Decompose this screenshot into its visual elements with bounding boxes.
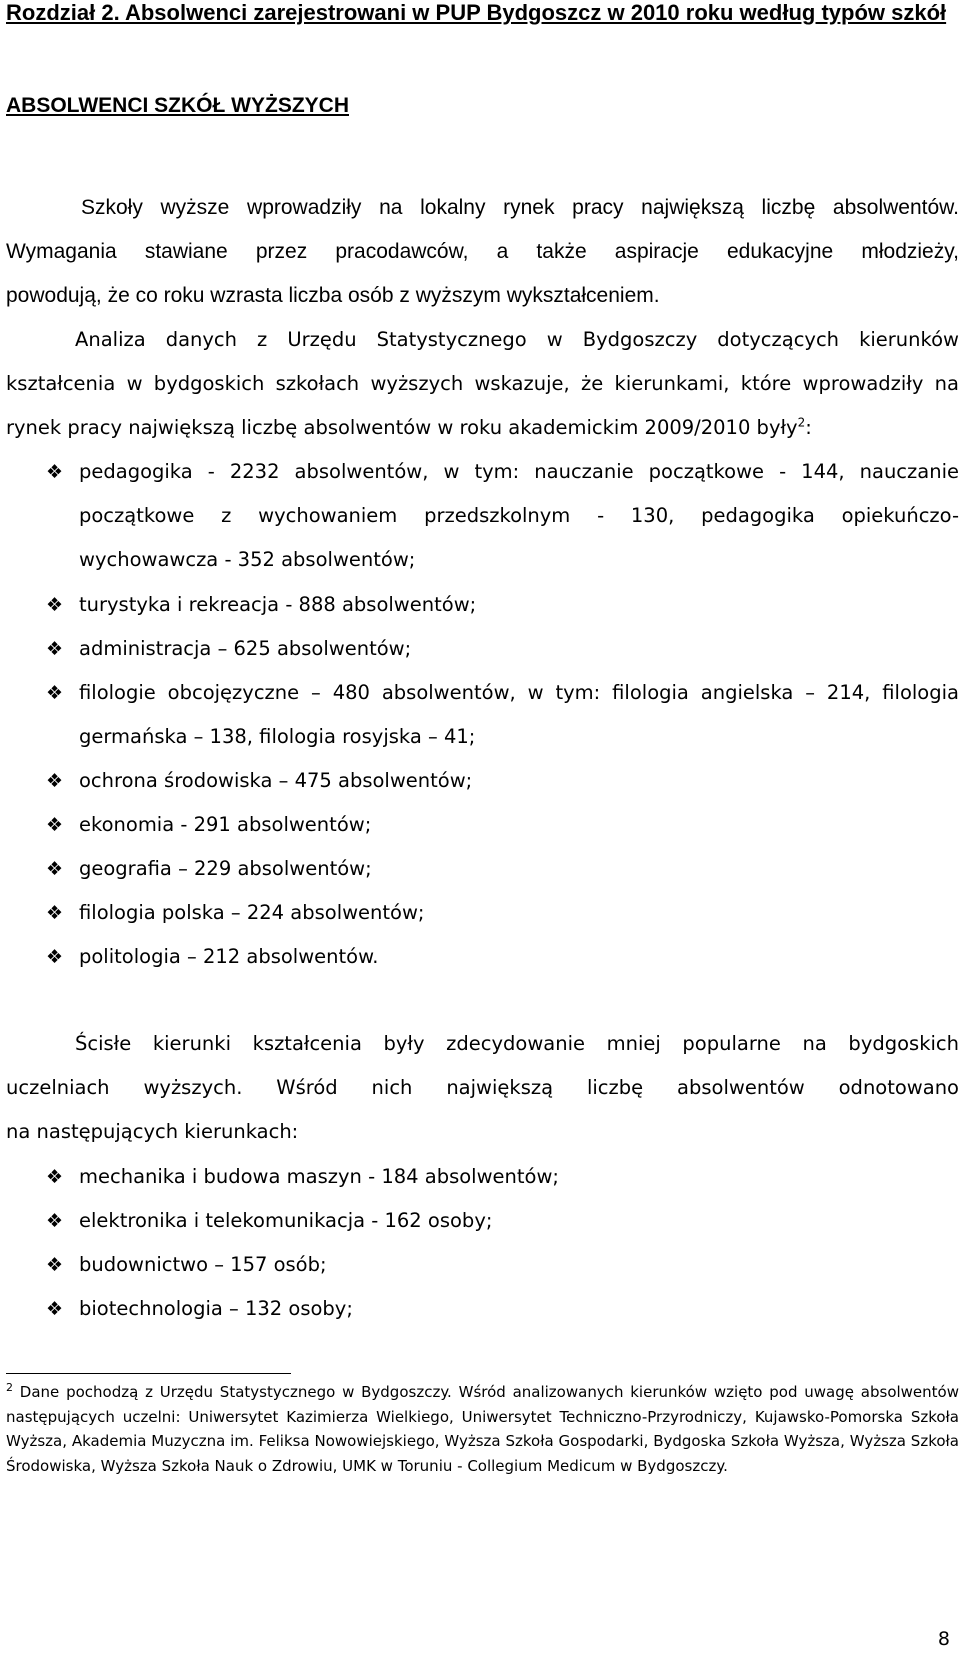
list-item-line: wychowawcza - 352 absolwentów; [79,548,416,571]
sciences-line-1: Ścisłe kierunki kształcenia były zdecydowanie mniej popularne na bydgoskich [75,1032,959,1055]
bullet-icon: ❖ [46,461,64,483]
list-item-line: pedagogika - 2232 absolwentów, w tym: nauczanie początkowe - 144, nauczanie [79,460,959,483]
bullet-icon: ❖ [46,946,64,968]
analysis-line-3-text: rynek pracy największą liczbę absolwentów w roku akademickim 2009/2010 były [6,416,798,439]
list-item-budownictwo: budownictwo – 157 osób; [79,1253,327,1276]
list-item-line: ekonomia - 291 absolwentów; [79,813,372,836]
analysis-paragraph [6,328,959,458]
list-item-line: administracja – 625 absolwentów; [79,637,412,660]
list-item-elektronika: elektronika i telekomunikacja - 162 osoby; [79,1209,493,1232]
list-item-line: początkowe z wychowaniem przedszkolnym - 130, pedagogika opiekuńczo- [79,504,959,527]
bullet-icon: ❖ [46,682,64,704]
footnote-text: Dane pochodzą z Urzędu Statystycznego w Bydgoszczy. Wśród analizowanych kierunków wzięto pod uwagę absolwentów następujących uczelni: Uniwersytet Kazimierza Wielkiego, Uniwersytet Techniczno-Przyrodniczy, Kujawsko-Pomorska Szkoła Wyższa, Akademia Muzyczna im. Feliksa Nowowiejskiego, Wyższa Szkoła Gospodarki, Bydgoska Szkoła Wyższa, Wyższa Szkoła Środowiska, Wyższa Szkoła Nauk o Zdrowiu, UMK w Toruniu - Collegium Medicum w Bydgoszczy. [6,1383,959,1475]
list-item-pedagogika [79,460,959,590]
sciences-line-2: uczelniach wyższych. Wśród nich największą liczbę absolwentów odnotowano [6,1076,959,1099]
list-item-line: filologie obcojęzyczne – 480 absolwentów, w tym: filologia angielska – 214, filologia [79,681,959,704]
list-item-line: filologia polska – 224 absolwentów; [79,901,425,924]
list-item-line: geografia – 229 absolwentów; [79,857,372,880]
list-item-line: germańska – 138, filologia rosyjska – 41; [79,725,476,748]
list-item-line: ochrona środowiska – 475 absolwentów; [79,769,473,792]
intro-paragraph [6,196,959,326]
list-item-biotechnologia: biotechnologia – 132 osoby; [79,1297,353,1320]
bullet-icon: ❖ [46,638,64,660]
sciences-line-3: na następujących kierunkach: [6,1120,299,1143]
bullet-icon: ❖ [46,858,64,880]
footnote-separator [6,1373,291,1374]
list-item-mechanika: mechanika i budowa maszyn - 184 absolwentów; [79,1165,559,1188]
footnote-number: 2 [6,1381,13,1394]
intro-line-3: powodują, że co roku wzrasta liczba osób z wyższym wykształceniem. [6,284,660,307]
sciences-paragraph [6,1032,959,1162]
bullet-icon: ❖ [46,1254,64,1276]
analysis-line-3-colon: : [805,416,812,439]
bullet-icon: ❖ [46,814,64,836]
footnote [6,1380,959,1478]
list-item-line: turystyka i rekreacja - 888 absolwentów; [79,593,477,616]
page-number: 8 [937,1628,950,1650]
analysis-line-1: Analiza danych z Urzędu Statystycznego w Bydgoszczy dotyczących kierunków [75,328,959,351]
intro-line-1: Szkoły wyższe wprowadziły na lokalny rynek pracy największą liczbę absolwentów. [81,196,959,219]
chapter-title: Rozdział 2. Absolwenci zarejestrowani w PUP Bydgoszcz w 2010 roku według typów szkół [6,0,947,25]
bullet-icon: ❖ [46,594,64,616]
analysis-line-3 [6,416,959,439]
bullet-icon: ❖ [46,770,64,792]
footnote-reference[interactable]: 2 [797,415,806,430]
section-title: ABSOLWENCI SZKÓŁ WYŻSZYCH [6,94,349,117]
intro-line-2: Wymagania stawiane przez pracodawców, a także aspiracje edukacyjne młodzieży, [6,240,959,263]
analysis-line-2: kształcenia w bydgoskich szkołach wyższych wskazuje, że kierunkami, które wprowadziły na [6,372,959,395]
bullet-icon: ❖ [46,1166,64,1188]
list-item-line: politologia – 212 absolwentów. [79,945,379,968]
bullet-icon: ❖ [46,1210,64,1232]
bullet-icon: ❖ [46,1298,64,1320]
list-item-filologie [79,681,959,769]
bullet-icon: ❖ [46,902,64,924]
